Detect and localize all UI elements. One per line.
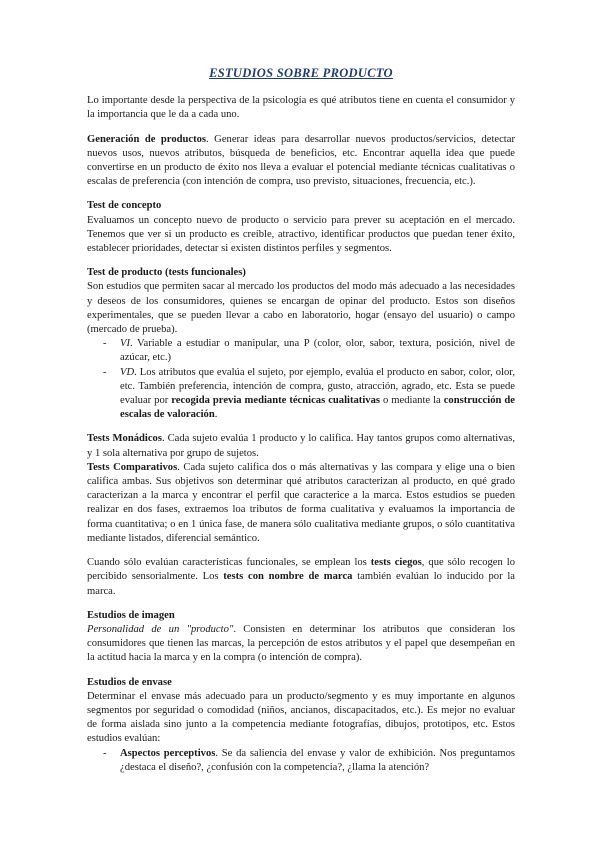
vd-text: . Los atributos que evalúa el sujeto, por ejemplo, evalúa el producto en sabor, color, olor, etc. También preferencia, intención de compra, gusto, atracción, agrado, etc. Esta se puede evaluar por xyxy=(120,366,515,407)
ciegos-t2: , que sólo recogen lo percibido sensorialmente. Los xyxy=(87,557,515,583)
document-title: ESTUDIOS SOBRE PRODUCTO xyxy=(209,66,393,80)
test-concepto-text: Evaluamos un concepto nuevo de producto o servicio para prever su aceptación en el mercado. Tenemos que ver si un producto es creíble, atractivo, identificar productos que puedan tener éxito, establecer prioridades, detectar si existen distintos perfiles y segmentos. xyxy=(87,214,515,255)
ciegos-paragraph xyxy=(87,556,515,599)
envase-list xyxy=(87,747,515,775)
test-concepto-heading: Test de concepto xyxy=(87,200,162,212)
list-item-vi xyxy=(87,337,515,365)
test-producto-text: Son estudios que permiten sacar al mercado los productos del modo más adecuado a las necesidades y deseos de los consumidores, quienes se encargan de opinar del producto. Estos son diseños experimentales, que se pueden llevar a cabo en laboratorio, hogar (ensayo del usuario) o campo (mercado de prueba). xyxy=(87,281,515,336)
imagen-body: . Consisten en determinar los atributos que consideran los consumidores que tienen las marcas, la percepción de estos atributos y el papel que desempeñan en la actitud hacia la marca y en la compra (o intención de compra). xyxy=(87,623,515,664)
aspectos-text: . Se da saliencia del envase y valor de exhibición. Nos preguntamos ¿destaca el diseño?, ¿confusión con la competencia?, ¿llama la atención? xyxy=(120,747,515,773)
ciegos-t3: también evalúan lo inducido por la marca. xyxy=(87,571,515,597)
list-item-aspectos xyxy=(87,747,515,775)
ciegos-b2: tests con nombre de marca xyxy=(223,571,353,583)
ciegos-b1: tests ciegos xyxy=(370,557,422,569)
aspectos-lead: Aspectos perceptivos xyxy=(120,747,216,759)
envase-text: Determinar el envase más adecuado para un producto/segmento y es muy importante en algunos segmentos por seguridad o comodidad (niños, ancianos, discapacitados, etc.). Es mejor no evaluar de forma aislada sino junto a la competencia mediante fotografías, dibujos, prototipos, etc. Estos estudios evalúan: xyxy=(87,690,515,745)
generacion-heading: Generación de productos xyxy=(87,133,207,145)
monadicos-text: . Cada sujeto evalúa 1 producto y lo califica. Hay tantos grupos como alternativas, y 1 sola alternativa por grupo de sujetos. xyxy=(87,433,515,459)
imagen-heading: Estudios de imagen xyxy=(87,609,175,621)
imagen-text xyxy=(87,623,515,666)
test-producto-heading: Test de producto (tests funcionales) xyxy=(87,267,246,279)
comparativos-text: . Cada sujeto califica dos o más alternativas y las compara y elige una o bien califica ambas. Sus objetivos son determinar qué atributos caracterizan al producto, en qué grado caracterizan a la marca y encontrar el perfil que caracterice a la marca. Estos estudios se pueden realizar en dos fases, extraemos loa tributos de forma cualitativa y evaluamos la importancia de forma cuantitativa; o en 1 única fase, de manera sólo cualitativa mediante grupos, o sólo cuantitativa mediante listados, diferencial semántico. xyxy=(87,461,515,544)
comparativos-paragraph xyxy=(87,461,515,546)
intro-paragraph: Lo importante desde la perspectiva de la psicología es qué atributos tiene en cuenta el consumidor y la importancia que le da a cada uno. xyxy=(87,95,515,121)
vi-text: . Variable a estudiar o manipular, una P (color, olor, sabor, textura, posición, nivel de azúcar, etc.) xyxy=(120,338,515,364)
ciegos-t1: Cuando sólo evalúan características funcionales, se emplean los xyxy=(87,557,371,569)
list-item-vd xyxy=(87,366,515,423)
test-producto-section xyxy=(87,266,515,422)
vd-bold-1: recogida previa mediante técnicas cualitativas xyxy=(171,395,380,407)
document-page xyxy=(87,66,515,775)
envase-heading: Estudios de envase xyxy=(87,676,172,688)
vd-mid: o mediante la xyxy=(379,395,444,407)
monadicos-heading: Tests Monádicos xyxy=(87,433,162,445)
monadicos-paragraph xyxy=(87,432,515,460)
vi-lead: VI xyxy=(120,338,130,350)
test-concepto-section xyxy=(87,199,515,256)
vd-lead: VD xyxy=(120,366,135,378)
test-producto-list xyxy=(87,337,515,422)
comparativos-heading: Tests Comparativos xyxy=(87,461,178,473)
imagen-lead: Personalidad de un "producto" xyxy=(87,623,234,635)
vd-end: . xyxy=(214,409,218,421)
imagen-section xyxy=(87,609,515,666)
vd-bold-2: construcción de escalas de valoración xyxy=(120,395,515,421)
generacion-paragraph xyxy=(87,133,515,190)
envase-section xyxy=(87,676,515,775)
generacion-text: . Generar ideas para desarrollar nuevos productos/servicios, detectar nuevos usos, nuevos atributos, búsqueda de beneficios, etc. Encontrar aquella idea que puede convertirse en un producto de éxito nos lleva a evaluar el potencial mediante técnicas cualitativas o escalas de preferencia (con intención de compra, uso previsto, situaciones, frecuencia, etc.). xyxy=(87,133,515,188)
